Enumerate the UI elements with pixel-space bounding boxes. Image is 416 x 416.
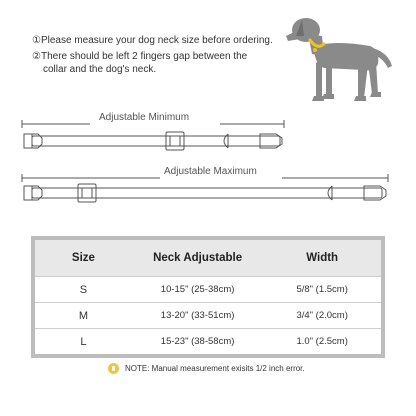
size-table-frame (31, 236, 385, 358)
instruction-1: ①Please measure your dog neck size before ordering. (32, 35, 273, 46)
cell-size: M (35, 303, 132, 329)
cell-width: 1.0" (2.5cm) (263, 329, 381, 354)
cell-size: L (35, 329, 132, 354)
lightbulb-icon (108, 363, 119, 374)
cell-neck: 15-23" (38-58cm) (132, 329, 263, 354)
header-size: Size (35, 240, 132, 277)
instruction-2-continued: collar and the dog's neck. (43, 64, 157, 75)
adjustable-maximum-label: Adjustable Maximum (164, 166, 257, 177)
cell-width: 3/4" (2.0cm) (263, 303, 381, 329)
table-row (35, 277, 381, 303)
size-table (35, 240, 381, 354)
collar-minimum-diagram (20, 108, 390, 158)
cell-neck: 10-15" (25-38cm) (132, 277, 263, 303)
cell-size: S (35, 277, 132, 303)
footnote-text: NOTE: Manual measurement exisits 1/2 inch error. (125, 364, 305, 373)
table-header-row (35, 240, 381, 277)
table-row (35, 303, 381, 329)
table-row (35, 329, 381, 354)
header-neck-adjustable: Neck Adjustable (132, 240, 263, 277)
adjustable-minimum-label: Adjustable Minimum (99, 112, 190, 123)
cell-neck: 13-20" (33-51cm) (132, 303, 263, 329)
cell-width: 5/8" (1.5cm) (263, 277, 381, 303)
instruction-2: ②There should be left 2 fingers gap between the (32, 51, 248, 62)
header-width: Width (263, 240, 381, 277)
footnote (108, 363, 305, 374)
dog-illustration (284, 6, 396, 106)
